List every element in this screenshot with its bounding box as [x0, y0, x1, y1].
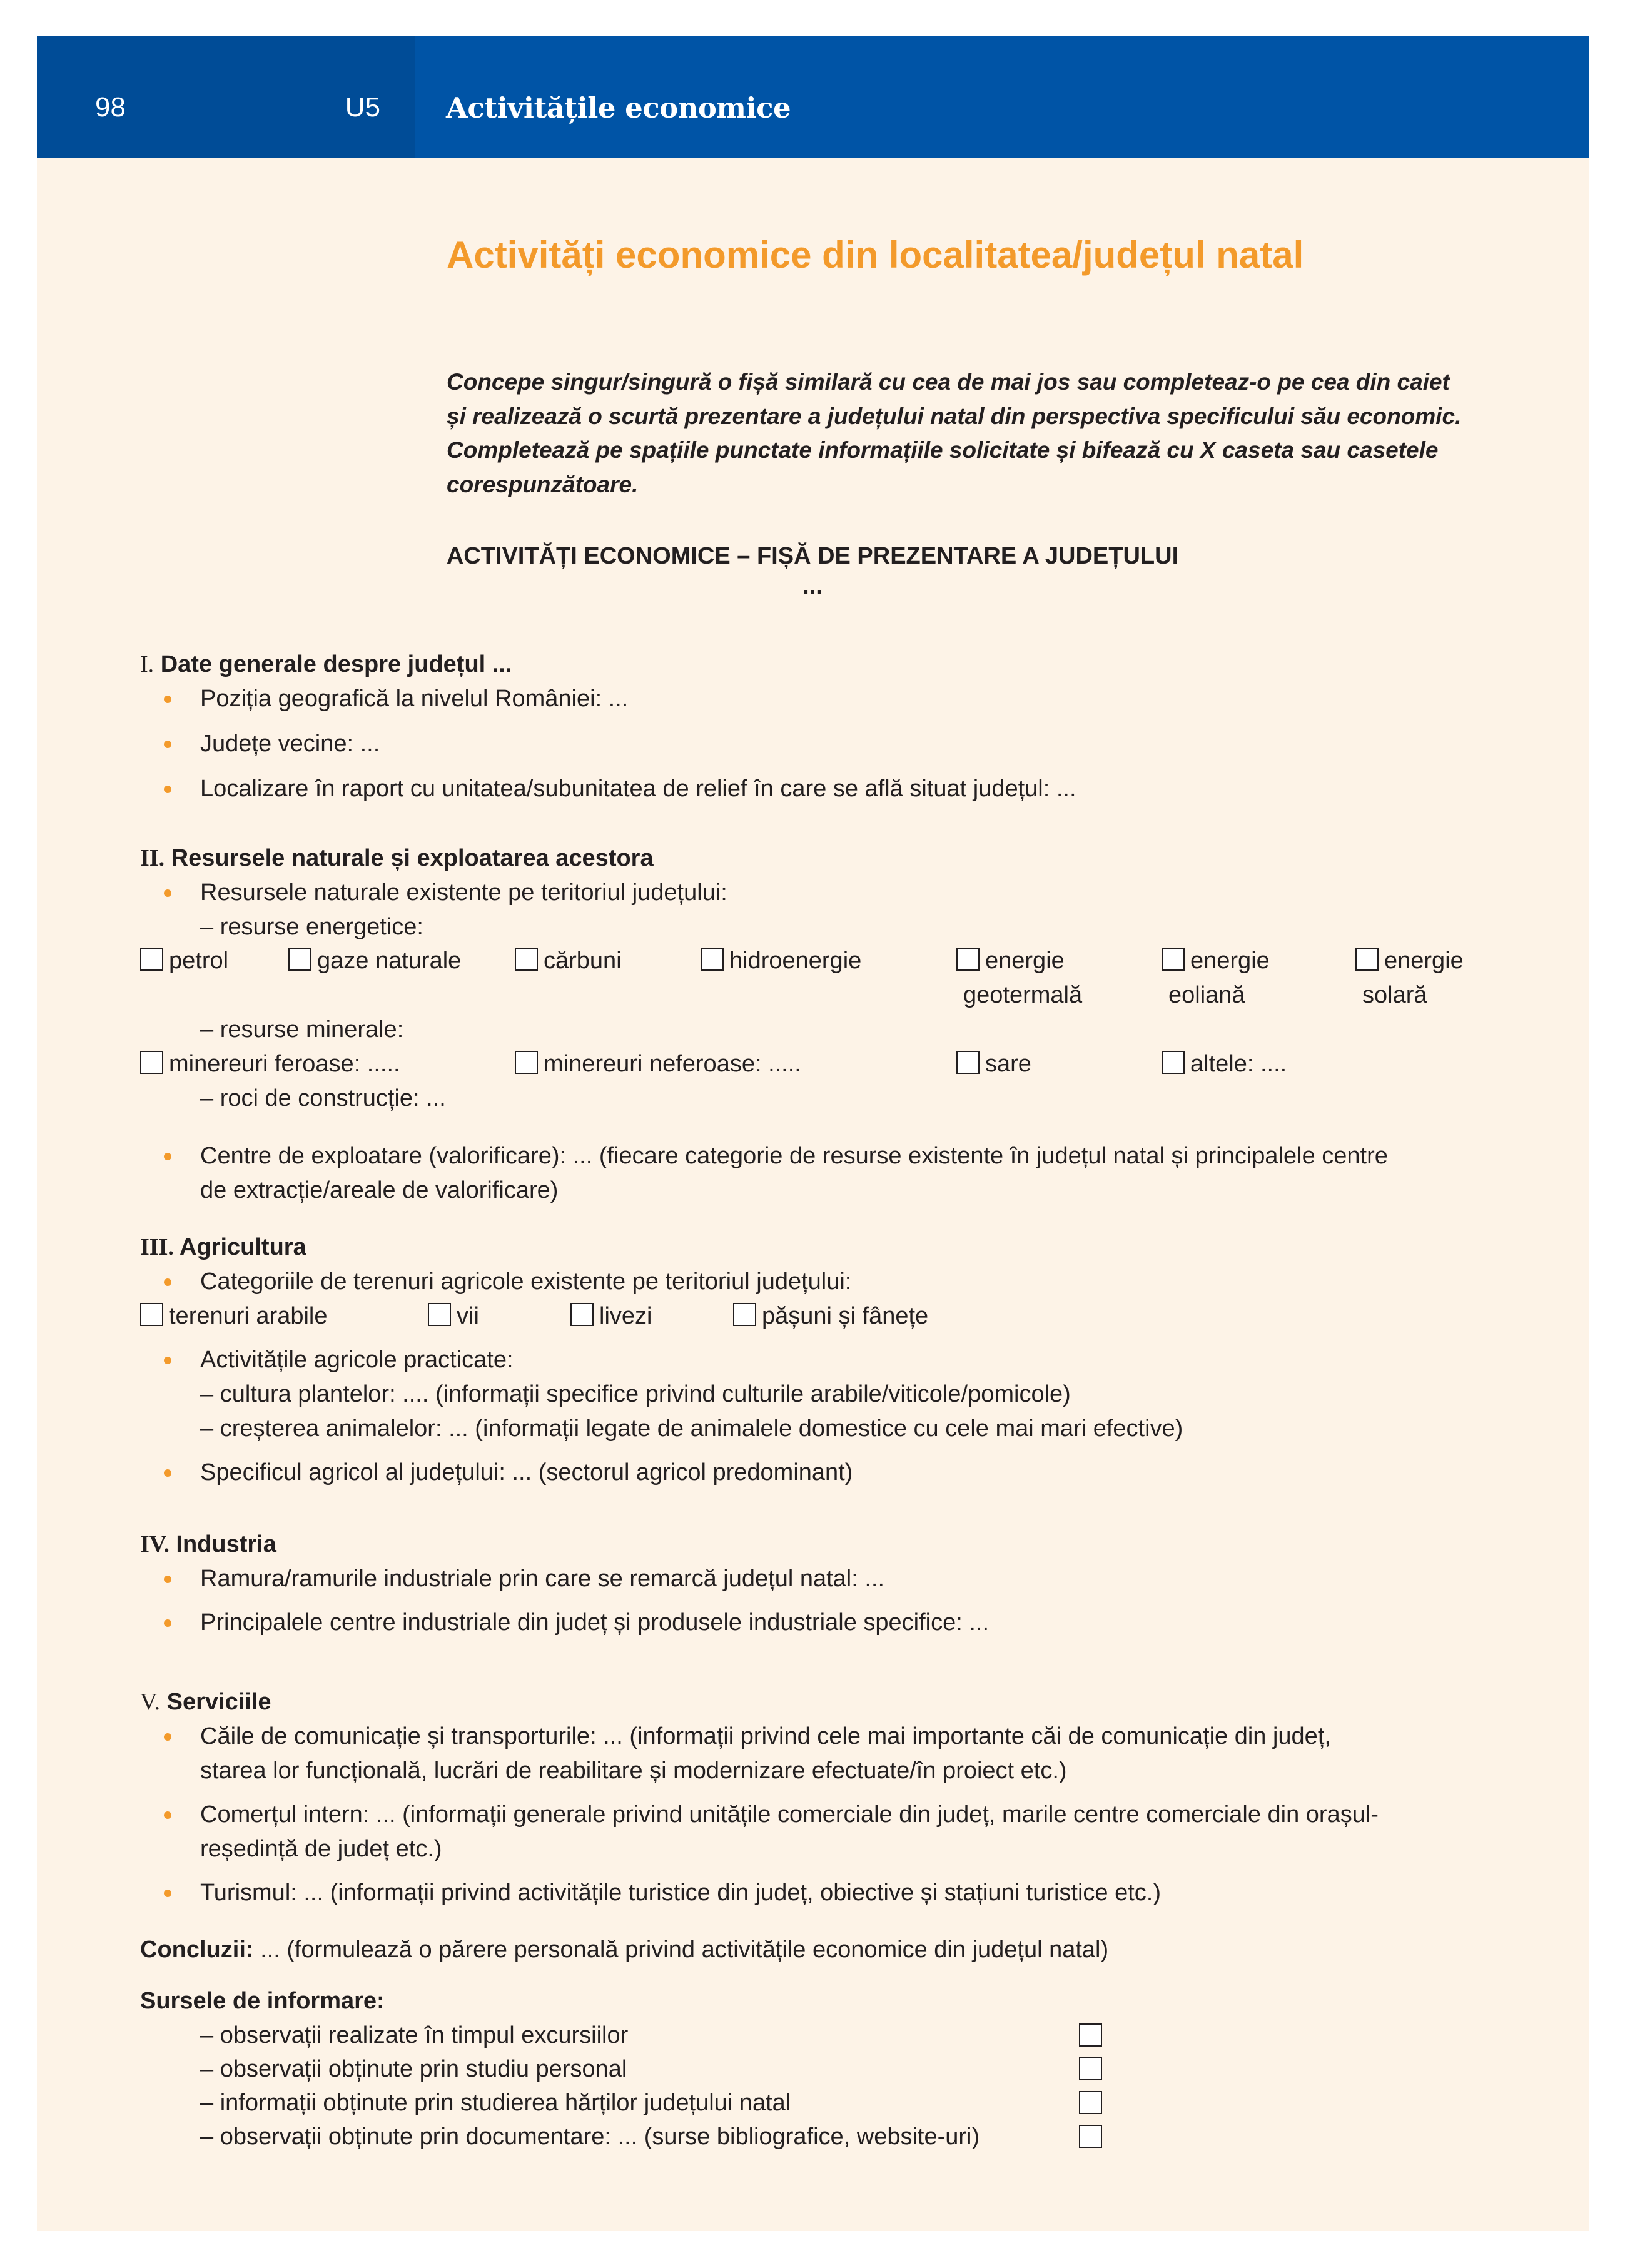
list-item: Activitățile agricole practicate:: [200, 1347, 514, 1373]
section-2-heading: [140, 846, 654, 870]
option-label: energie: [985, 948, 1065, 974]
instructions-line: Concepe singur/singură o fișă similară cu cea de mai jos sau completeaz-o pe cea din caiet: [447, 369, 1450, 395]
checkbox-carbuni[interactable]: [515, 948, 538, 971]
checkbox-hidroenergie[interactable]: [701, 948, 724, 971]
checkbox-energie-geotermala[interactable]: [956, 948, 980, 971]
list-item-continued: de extracție/areale de valorificare): [200, 1177, 559, 1203]
checkbox-livezi[interactable]: [570, 1303, 594, 1326]
section-1-heading: [140, 652, 512, 676]
option-label: petrol: [169, 948, 229, 974]
lesson-title: Activități economice din localitatea/județul natal: [447, 234, 1304, 276]
checkbox-minereuri-feroase[interactable]: [140, 1051, 163, 1074]
sub-label: – roci de construcție: ...: [200, 1085, 446, 1111]
list-item-continued: starea lor funcțională, lucrări de reabilitare și modernizare efectuate/în proiect etc.): [200, 1758, 1067, 1784]
checkbox-terenuri-arabile[interactable]: [140, 1303, 163, 1326]
section-numeral: IV.: [140, 1531, 170, 1557]
form-heading-placeholder: ...: [802, 573, 823, 599]
list-item: Resursele naturale existente pe teritoriul județului:: [200, 879, 727, 906]
section-4-heading: [140, 1532, 276, 1556]
bullet-icon: [164, 741, 171, 748]
section-numeral: II.: [140, 845, 165, 871]
sources-label: Sursele de informare:: [140, 1988, 385, 2014]
option-label: pășuni și fânețe: [762, 1303, 929, 1329]
option-label: terenuri arabile: [169, 1303, 328, 1329]
conclusions: [140, 1938, 1108, 1962]
option-label: minereuri feroase: .....: [169, 1051, 400, 1077]
sub-label: – creșterea animalelor: ... (informații legate de animalele domestice cu cele mai mari efective): [200, 1415, 1183, 1442]
checkbox-source-studiu-personal[interactable]: [1079, 2057, 1102, 2080]
instructions-line: Completează pe spațiile punctate informațiile solicitate și bifează cu X caseta sau casetele: [447, 437, 1439, 463]
checkbox-source-documentare[interactable]: [1079, 2125, 1102, 2148]
checkbox-energie-eoliana[interactable]: [1162, 948, 1185, 971]
instructions-line: și realizează o scurtă prezentare a județului natal din perspectiva specificului său economic.: [447, 403, 1462, 429]
option-label: energie: [1190, 948, 1270, 974]
list-item: Centre de exploatare (valorificare): ... (fiecare categorie de resurse existente în județul natal și principalele centre: [200, 1143, 1388, 1169]
list-item: Poziția geografică la nivelul României: ...: [200, 686, 629, 712]
list-item: Localizare în raport cu unitatea/subunitatea de relief în care se află situat județul: ...: [200, 776, 1076, 802]
checkbox-sare[interactable]: [956, 1051, 980, 1074]
section-title: Agricultura: [180, 1234, 306, 1260]
checkbox-gaze-naturale[interactable]: [288, 948, 311, 971]
list-item: Ramura/ramurile industriale prin care se remarcă județul natal: ...: [200, 1566, 885, 1592]
bullet-icon: [164, 1278, 171, 1286]
bullet-icon: [164, 696, 171, 703]
option-label: livezi: [599, 1303, 652, 1329]
form-heading: ACTIVITĂȚI ECONOMICE – FIȘĂ DE PREZENTARE A JUDEȚULUI: [446, 543, 1179, 569]
section-5-heading: [140, 1690, 271, 1714]
source-option-label: – observații obținute prin documentare: ... (surse bibliografice, website-uri): [200, 2124, 980, 2150]
sub-label: – resurse minerale:: [200, 1016, 404, 1043]
section-3-heading: [140, 1235, 306, 1259]
unit-label: U5: [345, 92, 380, 123]
conclusions-label: Concluzii:: [140, 1936, 254, 1963]
section-title: Date generale despre județul ...: [160, 651, 512, 677]
checkbox-petrol[interactable]: [140, 948, 163, 971]
bullet-icon: [164, 1469, 171, 1477]
source-option-label: – informații obținute prin studierea hărților județului natal: [200, 2090, 791, 2116]
sub-label: – cultura plantelor: .... (informații specifice privind culturile arabile/viticole/pomicole): [200, 1381, 1071, 1407]
option-label: sare: [985, 1051, 1031, 1077]
checkbox-source-harti[interactable]: [1079, 2091, 1102, 2114]
option-label: vii: [457, 1303, 479, 1329]
source-option-label: – observații obținute prin studiu personal: [200, 2056, 627, 2082]
bullet-icon: [164, 1811, 171, 1819]
bullet-icon: [164, 1153, 171, 1160]
list-item: Căile de comunicație și transporturile: ... (informații privind cele mai importante căi de comunicație din județ,: [200, 1723, 1331, 1749]
chapter-title: Activitățile economice: [446, 91, 791, 124]
instructions: [447, 365, 1497, 502]
option-label: altele: ....: [1190, 1051, 1287, 1077]
bullet-icon: [164, 1733, 171, 1741]
section-title: Resursele naturale și exploatarea acestora: [171, 845, 654, 871]
conclusions-text: ... (formulează o părere personală privind activitățile economice din județul natal): [253, 1936, 1109, 1963]
checkbox-source-excursii[interactable]: [1079, 2023, 1102, 2047]
option-label: hidroenergie: [729, 948, 862, 974]
option-label-line2: eoliană: [1168, 982, 1245, 1008]
checkbox-minereuri-neferoase[interactable]: [515, 1051, 538, 1074]
section-numeral: I.: [140, 651, 154, 677]
list-item: Județe vecine: ...: [200, 731, 380, 757]
bullet-icon: [164, 1619, 171, 1627]
section-title: Industria: [176, 1531, 276, 1557]
option-label: minereuri neferoase: .....: [544, 1051, 801, 1077]
bullet-icon: [164, 786, 171, 793]
section-numeral: V.: [140, 1689, 161, 1715]
section-numeral: III.: [140, 1234, 174, 1260]
list-item: Specificul agricol al județului: ... (sectorul agricol predominant): [200, 1459, 853, 1486]
bullet-icon: [164, 1890, 171, 1897]
list-item: Comerțul intern: ... (informații generale privind unitățile comerciale din județ, marile centre comerciale din orașul-: [200, 1801, 1379, 1828]
option-label-line2: geotermală: [963, 982, 1083, 1008]
list-item: Principalele centre industriale din județ și produsele industriale specifice: ...: [200, 1609, 990, 1636]
list-item-continued: reședință de județ etc.): [200, 1836, 442, 1862]
instructions-line: corespunzătoare.: [447, 471, 639, 497]
sub-label: – resurse energetice:: [200, 914, 423, 940]
checkbox-energie-solara[interactable]: [1355, 948, 1379, 971]
option-label: energie: [1384, 948, 1464, 974]
page-number: 98: [95, 92, 126, 123]
option-label-line2: solară: [1362, 982, 1427, 1008]
list-item: Turismul: ... (informații privind activitățile turistice din județ, obiective și stațiuni turistice etc.): [200, 1880, 1162, 1906]
bullet-icon: [164, 889, 171, 897]
checkbox-vii[interactable]: [428, 1303, 451, 1326]
bullet-icon: [164, 1576, 171, 1583]
checkbox-pasuni-si-fanete[interactable]: [733, 1303, 756, 1326]
bullet-icon: [164, 1357, 171, 1364]
list-item: Categoriile de terenuri agricole existente pe teritoriul județului:: [200, 1268, 852, 1295]
section-title: Serviciile: [166, 1689, 271, 1715]
checkbox-altele[interactable]: [1162, 1051, 1185, 1074]
option-label: cărbuni: [544, 948, 622, 974]
source-option-label: – observații realizate în timpul excursiilor: [200, 2022, 629, 2048]
option-label: gaze naturale: [317, 948, 462, 974]
